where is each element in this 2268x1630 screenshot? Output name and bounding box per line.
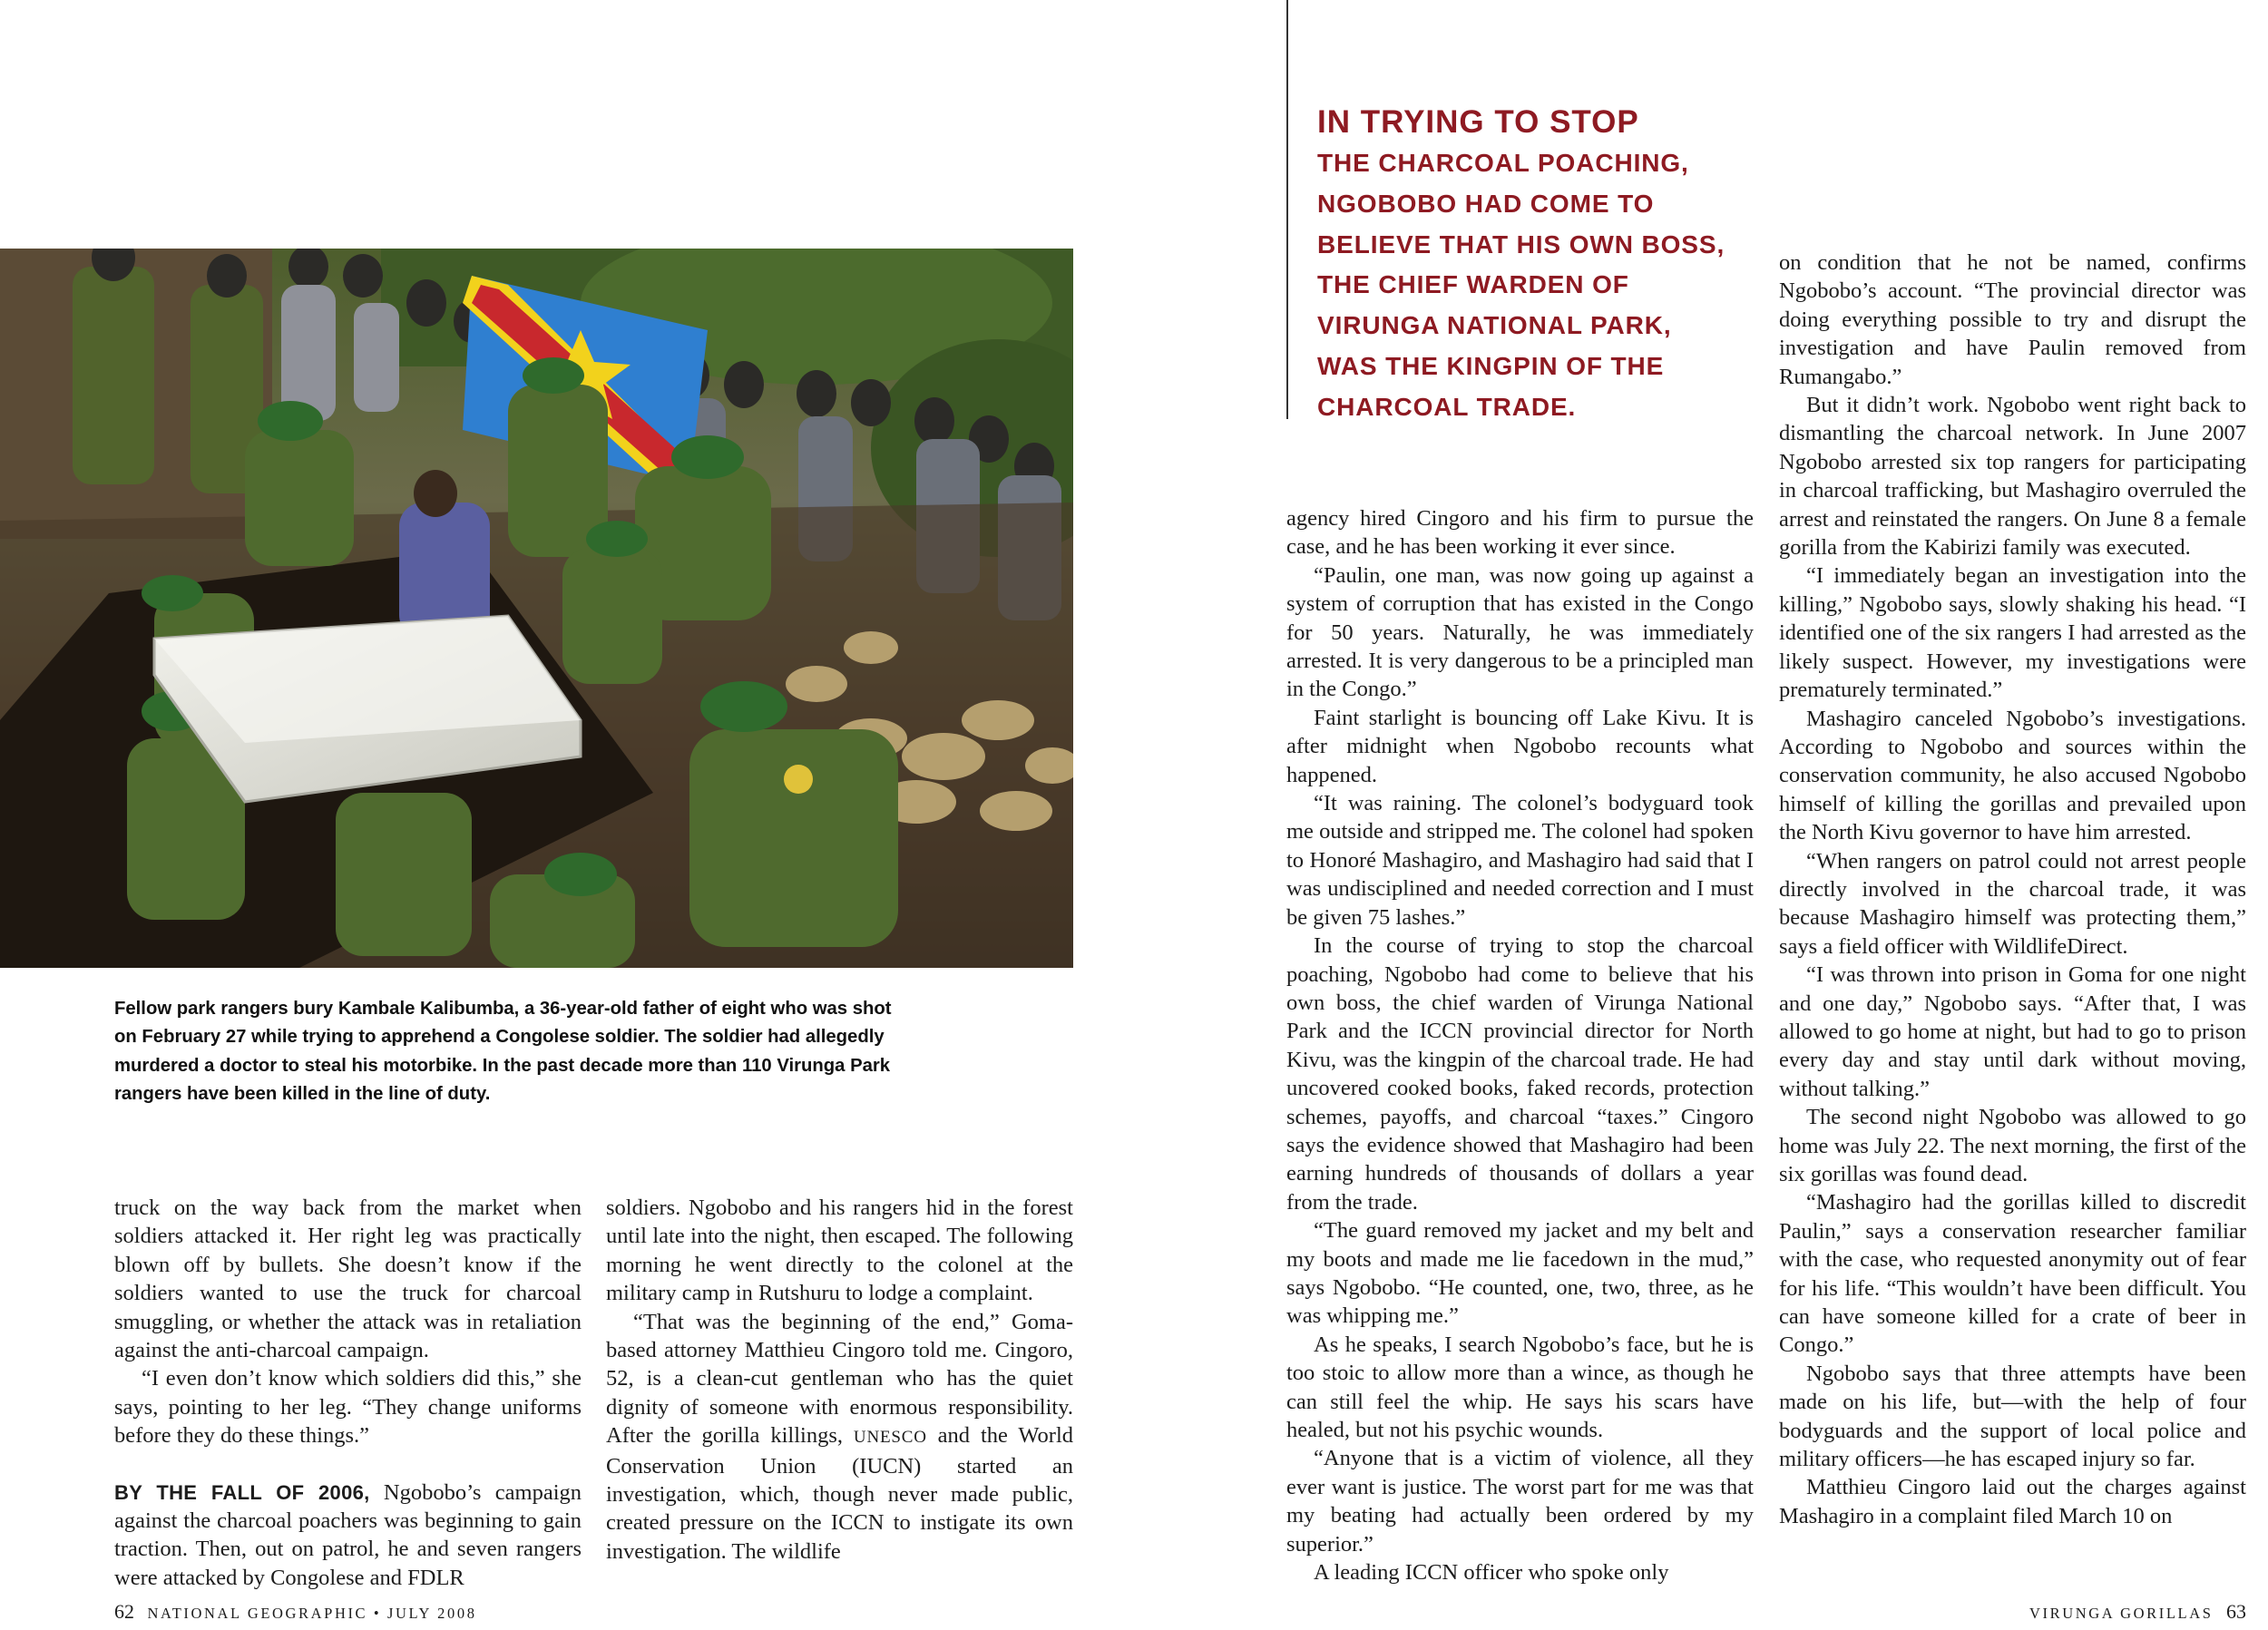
photo-caption: Fellow park rangers bury Kambale Kalibumba, a 36-year-old father of eight who was shot on February 27 while trying to apprehend a Congolese soldier. The soldier had allegedly murdered a doctor to steal his motorbike. In the past decade more than 110 Virunga Park rangers have been killed in the line of duty. bbox=[114, 999, 892, 1105]
section-lead-in: BY THE FALL OF 2006, bbox=[114, 1480, 370, 1504]
paragraph: As he speaks, I search Ngobobo’s face, but he is too stoic to allow more than a wince, as though he can still feel the whip. He says his scars have healed, but not his psychic wounds. bbox=[1286, 1332, 1754, 1442]
paragraph: “I was thrown into prison in Goma for one night and one day,” Ngobobo says. “After that, I was allowed to go home at night, but had to go to prison every day and stay until dark without moving, without talking.” bbox=[1779, 962, 2246, 1101]
paragraph: “Anyone that is a victim of violence, all they ever want is justice. The worst part for me was that my beating had actually been ordered by my superior.” bbox=[1286, 1446, 1754, 1557]
folio-right bbox=[2029, 1602, 2246, 1624]
paragraph: Faint starlight is bouncing off Lake Kivu. It is after midnight when Ngobobo recounts what happened. bbox=[1286, 705, 1754, 787]
pullquote bbox=[1317, 102, 1735, 428]
paragraph: A leading ICCN officer who spoke only bbox=[1314, 1560, 1669, 1586]
paragraph: Mashagiro canceled Ngobobo’s investigations. According to Ngobobo and sources within the conservation community, he also accused Ngobobo himself of killing the gorillas and prevailed upon the North Kivu governor to have him arrested. bbox=[1779, 706, 2246, 845]
paragraph: “Mashagiro had the gorillas killed to discredit Paulin,” says a conservation researcher familiar with the case, who requested anonymity out of fear for his life. “This wouldn’t have been difficult. You can have someone killed for a crate of beer in Congo.” bbox=[1779, 1190, 2246, 1358]
pullquote-first-line: IN TRYING TO STOP bbox=[1317, 104, 1639, 140]
paragraph-text: Ngobobo’s campaign against the charcoal poachers was beginning to gain traction. Then, out on patrol, he and seven rangers were attacked by Congolese and FDLR bbox=[114, 1479, 582, 1590]
magazine-issue: NATIONAL GEOGRAPHIC • JULY 2008 bbox=[147, 1605, 477, 1622]
page-number-left: 62 bbox=[114, 1600, 134, 1623]
paragraph: on condition that he not be named, confirms Ngobobo’s account. “The provincial director was doing everything possible to try and disrupt the investigation and have Paulin removed from Rumangabo.” bbox=[1779, 250, 2246, 389]
paragraph: Matthieu Cingoro laid out the charges against Mashagiro in a complaint filed March 10 on bbox=[1779, 1475, 2246, 1528]
paragraph: agency hired Cingoro and his firm to pursue the case, and he has been working it ever since. bbox=[1286, 506, 1754, 560]
section-paragraph bbox=[114, 1479, 582, 1593]
right-column-1 bbox=[1286, 504, 1754, 1586]
folio-left bbox=[114, 1602, 477, 1624]
paragraph: soldiers. Ngobobo and his rangers hid in the forest until late into the night, then escaped. The following morning he went directly to the colonel at the military camp in Rutshuru to lodge a complaint. bbox=[606, 1196, 1073, 1306]
unesco-smallcaps: UNESCO bbox=[853, 1428, 927, 1448]
paragraph: The second night Ngobobo was allowed to go home was July 22. The next morning, the first of the six gorillas was found dead. bbox=[1779, 1105, 2246, 1186]
paragraph: Ngobobo says that three attempts have been made on his life, but—with the help of four bodyguards and the support of local police and military officers—he has escaped injury so far. bbox=[1779, 1361, 2246, 1472]
paragraph-text: and the World Conservation Union (IUCN) started an investigation, which, though never made public, created pressure on the ICCN to instigate its own investigation. The wildlife bbox=[606, 1423, 1073, 1564]
burial-photo bbox=[0, 249, 1073, 968]
paragraph-text: “That was the beginning of the end,” Goma-based attorney Matthieu Cingoro told me. Cingoro, 52, is a clean-cut gentleman who has the quiet dignity of someone with enormous responsibility. After the gorilla killings, bbox=[606, 1309, 1073, 1449]
paragraph: In the course of trying to stop the charcoal poaching, Ngobobo had come to believe that his own boss, the chief warden of Virunga National Park and the ICCN provincial director for North Kivu, was the kingpin of the charcoal trade. He had uncovered cooked books, faked records, protection schemes, payoffs, and charcoal “taxes.” Cingoro says the evidence showed that Mashagiro had been earning hundreds of thousands of dollars a year from the trade. bbox=[1286, 933, 1754, 1215]
paragraph: But it didn’t work. Ngobobo went right back to dismantling the charcoal network. In June 2007 Ngobobo arrested six top rangers for participating in charcoal trafficking, but Mashagiro overruled the arrest and reinstated the rangers. On June 8 a female gorilla from the Kabirizi family was executed. bbox=[1779, 393, 2246, 561]
left-column-1 bbox=[114, 1194, 582, 1592]
paragraph: “I immediately began an investigation into the killing,” Ngobobo says, slowly shaking his head. “I identified one of the six rangers I had arrested as the likely suspect. However, my investigations were prematurely terminated.” bbox=[1779, 563, 2246, 703]
paragraph: “Paulin, one man, was now going up against a system of corruption that has existed in the Congo for 50 years. Naturally, he was immediately arrested. It is very dangerous to be a principled man in the Congo.” bbox=[1286, 562, 1754, 702]
pullquote-rule bbox=[1286, 0, 1288, 419]
left-column-2 bbox=[606, 1194, 1073, 1566]
paragraph: “I even don’t know which soldiers did this,” she says, pointing to her leg. “They change uniforms before they do these things.” bbox=[114, 1366, 582, 1449]
article-title-folio: VIRUNGA GORILLAS bbox=[2029, 1605, 2214, 1622]
right-column-2 bbox=[1779, 249, 2246, 1530]
paragraph: “It was raining. The colonel’s bodyguard took me outside and stripped me. The colonel had spoken to Honoré Mashagiro, and Mashagiro had said that I was undisciplined and needed correction and I must be given 75 lashes.” bbox=[1286, 791, 1754, 930]
page-number-right: 63 bbox=[2226, 1600, 2246, 1623]
paragraph: truck on the way back from the market when soldiers attacked it. Her right leg was practically blown off by bullets. She doesn’t know if the soldiers wanted to use the truck for charcoal smuggling, or whether the attack was in retaliation against the anti-charcoal campaign. bbox=[114, 1196, 582, 1363]
paragraph: “When rangers on patrol could not arrest people directly involved in the charcoal trade, it was because Mashagiro himself was protecting them,” says a field officer with WildlifeDirect. bbox=[1779, 848, 2246, 959]
pullquote-text: THE CHARCOAL POACHING, NGOBOBO HAD COME TO BELIEVE THAT HIS OWN BOSS, THE CHIEF WARDEN OF VIRUNGA NATIONAL PARK, WAS THE KINGPIN OF THE CHARCOAL TRADE. bbox=[1317, 149, 1725, 421]
paragraph: “The guard removed my jacket and my belt and my boots and made me lie facedown in the mud,” says Ngobobo. “He counted, one, two, three, as he was whipping me.” bbox=[1286, 1218, 1754, 1329]
paragraph bbox=[606, 1308, 1073, 1567]
